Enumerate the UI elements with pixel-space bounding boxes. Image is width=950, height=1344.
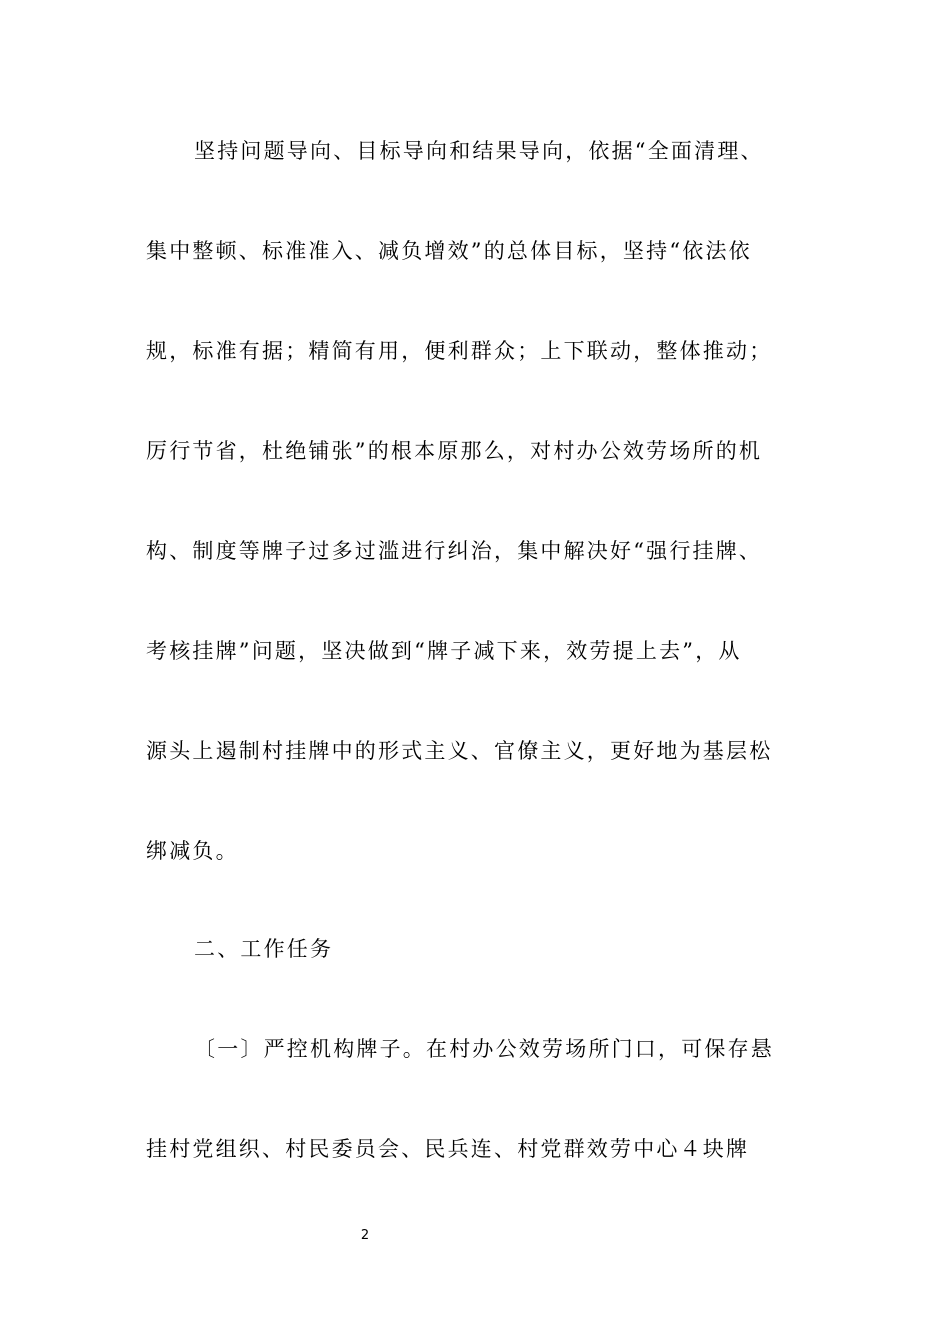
paragraph-1-line-6: 考核挂牌”问题，坚决做到“牌子减下来，效劳提上去”，从	[146, 639, 742, 663]
paragraph-1-line-7: 源头上遏制村挂牌中的形式主义、官僚主义，更好地为基层松	[146, 739, 773, 763]
paragraph-1-line-1: 坚持问题导向、目标导向和结果导向，依据“全面清理、	[194, 139, 764, 163]
paragraph-1-line-8: 绑减负。	[146, 839, 239, 863]
paragraph-1-line-5: 构、制度等牌子过多过滥进行纠治，集中解决好“强行挂牌、	[146, 539, 763, 563]
paragraph-1-line-2: 集中整顿、标准准入、减负增效”的总体目标，坚持“依法依	[146, 239, 752, 263]
section-heading: 二、工作任务	[194, 937, 334, 961]
paragraph-2-line-2: 挂村党组织、村民委员会、民兵连、村党群效劳中心４块牌	[146, 1137, 750, 1161]
page-number: 2	[360, 1228, 370, 1243]
paragraph-1-line-3: 规，标准有据；精简有用，便利群众；上下联动，整体推动；	[146, 339, 773, 363]
paragraph-2-line-1: 〔一〕严控机构牌子。在村办公效劳场所门口，可保存悬	[194, 1037, 774, 1061]
paragraph-1-line-4: 厉行节省，杜绝铺张”的根本原那么，对村办公效劳场所的机	[146, 439, 763, 463]
